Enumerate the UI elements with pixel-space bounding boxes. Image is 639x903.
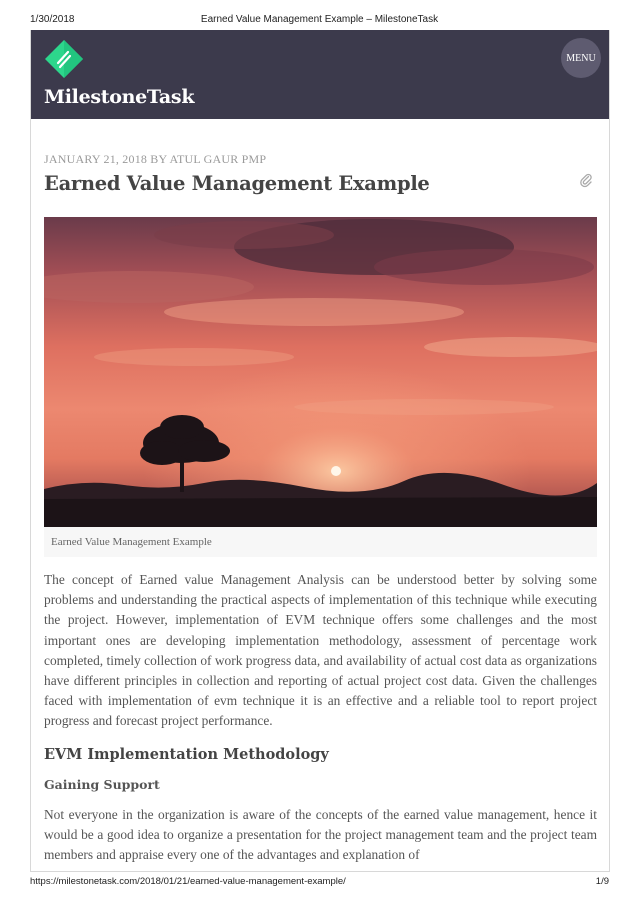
subsection-heading: Gaining Support [44,776,160,792]
section-heading: EVM Implementation Methodology [44,745,329,763]
print-page-number: 1/9 [595,876,609,887]
post-body [44,570,597,865]
intro-paragraph: The concept of Earned value Management Analysis can be understood better by solving some problems and understanding the practical aspects of implementation of this technique while executing the project. However, implementation of EVM technique offers some challenges and the most important ones are developing implementation methodology, assessment of percentage work completed, timely collection of work progress data, and availability of actual cost data as organizations have different principles in collection and reporting of actual project cost data. Given the challenges faced with implementation of evm technique it is an effective and a reliable tool to report project progress and forecast project performance. [44,572,597,729]
page-frame [30,30,610,872]
site-name[interactable]: MilestoneTask [44,86,195,108]
body-paragraph: Not everyone in the organization is aware of the concepts of the earned value management, hence it would be a good idea to organize a presentation for the project management team and the project team members and appraise every one of the advantages and explanation of [44,806,597,863]
site-header [31,30,610,119]
featured-image-sunset [44,217,597,527]
menu-button[interactable]: MENU [561,38,601,78]
print-header [0,0,639,28]
post-meta: JANUARY 21, 2018 BY ATUL GAUR PMP [44,152,267,166]
post-title: Earned Value Management Example [44,172,430,195]
print-page-title: Earned Value Management Example – MilestoneTask [200,14,439,25]
print-url: https://milestonetask.com/2018/01/21/earned-value-management-example/ [30,876,346,887]
print-date: 1/30/2018 [30,14,75,25]
paperclip-icon[interactable] [578,172,594,188]
milestonetask-logo-icon[interactable] [44,39,84,79]
image-caption: Earned Value Management Example [44,527,597,557]
print-footer [0,874,639,894]
